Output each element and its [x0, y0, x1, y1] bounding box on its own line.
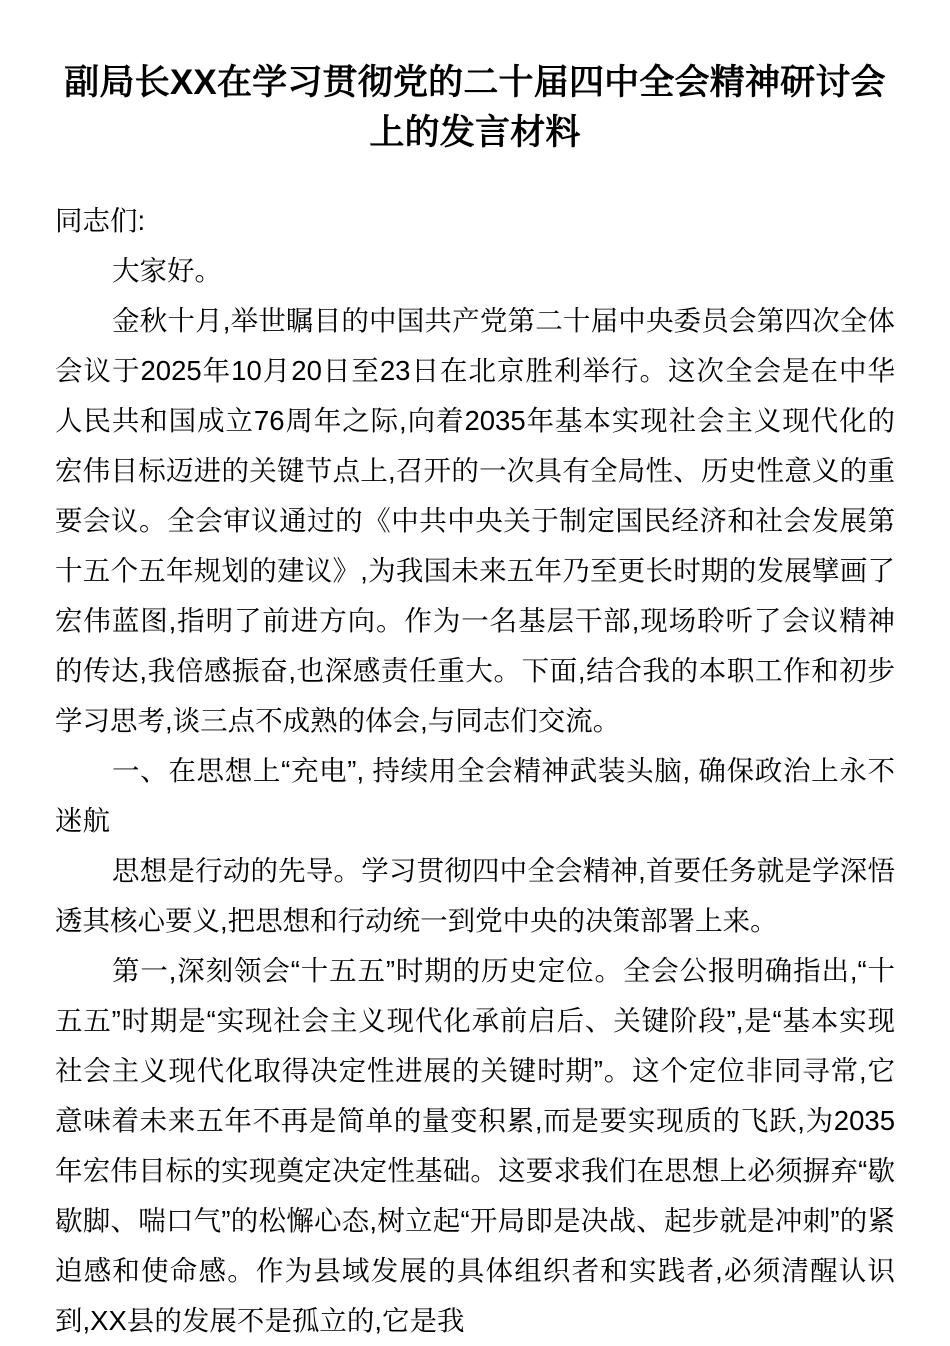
section-heading-one: 一、在思想上“充电”, 持续用全会精神武装头脑, 确保政治上永不迷航: [55, 755, 895, 836]
page-title: 副局长XX在学习贯彻党的二十届四中全会精神研讨会上的发言材料: [64, 63, 886, 152]
paragraph-opening: 金秋十月,举世瞩目的中国共产党第二十届中央委员会第四次全体会议于2025年10月20日至23日在北京胜利举行。这次全会是在中华人民共和国成立76周年之际,向着2035年基本实现社会主义现代化的宏伟目标迈进的关键节点上,召开的一次具有全局性、历史性意义的重要会议。全会审议通过的《中共中央关于制定国民经济和社会发展第十五个五年规划的建议》,为我国未来五年乃至更长时期的发展擘画了宏伟蓝图,指明了前进方向。作为一名基层干部,现场聆听了会议精神的传达,我倍感振奋,也深感责任重大。下面,结合我的本职工作和初步学习思考,谈三点不成熟的体会,与同志们交流。: [55, 305, 895, 736]
salutation: 同志们:: [55, 205, 146, 236]
paragraph-greeting: 大家好。: [112, 255, 222, 286]
paragraph-point-first: 第一,深刻领会“十五五”时期的历史定位。全会公报明确指出,“十五五”时期是“实现社会主义现代化承前启后、关键阶段”,是“基本实现社会主义现代化取得决定性进展的关键时期”。这个定位非同寻常,它意味着未来五年不再是简单的量变积累,而是要实现质的飞跃,为2035年宏伟目标的实现奠定决定性基础。这要求我们在思想上必须摒弃“歇歇脚、喘口气”的松懈心态,树立起“开局即是决战、起步就是冲刺”的紧迫感和使命感。作为县域发展的具体组织者和实践者,必须清醒认识到,XX县的发展不是孤立的,它是我: [55, 955, 895, 1336]
paragraph-section-one-intro: 思想是行动的先导。学习贯彻四中全会精神,首要任务就是学深悟透其核心要义,把思想和行动统一到党中央的决策部署上来。: [55, 855, 895, 936]
document-body: [0, 196, 950, 1346]
